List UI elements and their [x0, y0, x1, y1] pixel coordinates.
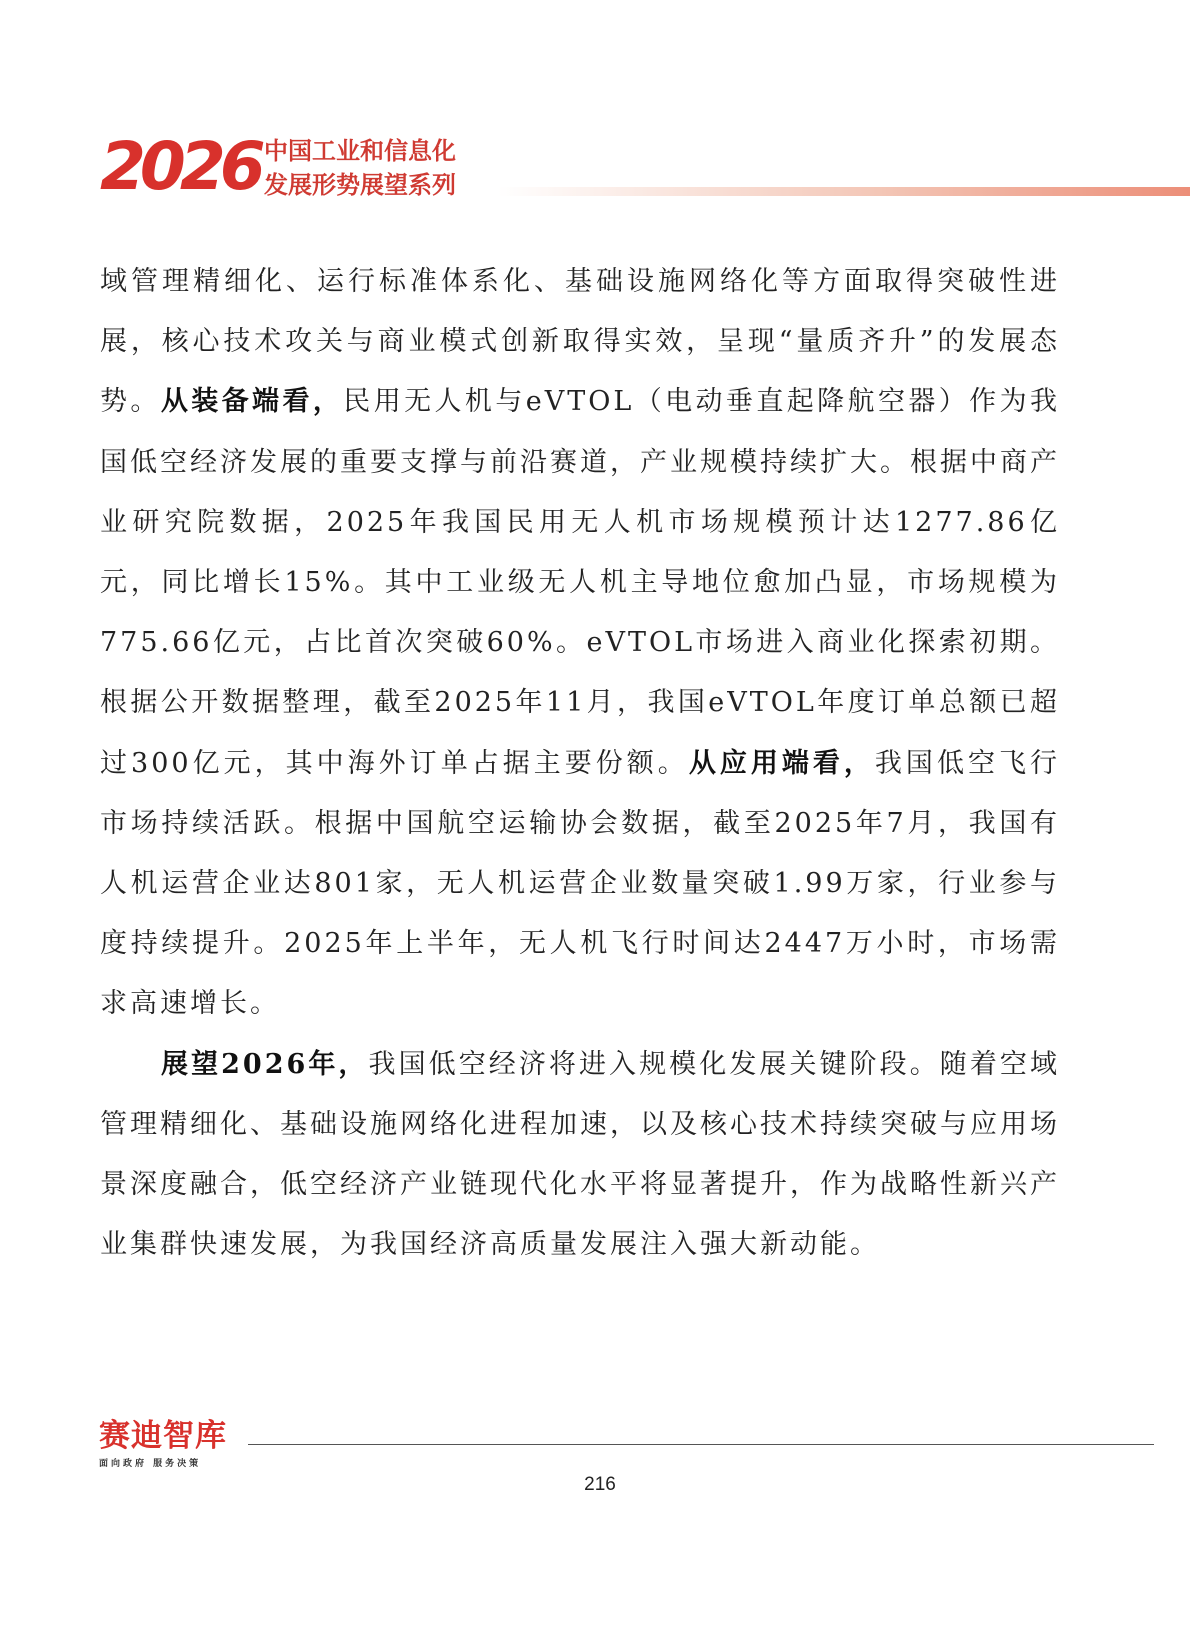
paragraph-2 [100, 1035, 1060, 1276]
p1-bold-application: 从应用端看， [688, 747, 875, 779]
p2-text-b: 我国低空经济将进入规模化发展关键阶段。随着空域管理精细化、基础设施网络化进程加速，以及核心技术持续突破与应用场景深度融合，低空经济产业链现代化水平将显著提升，作为战略性新兴产业集群快速发展，为我国经济高质量发展注入强大新动能。 [100, 1048, 1061, 1261]
p1-text-a: 域管理精细化、运行标准体系化、基础设施网络化等方面取得突破性进展，核心技术攻关与商业模式创新取得实效，呈现“量质齐升”的发展态势。 [100, 266, 1060, 418]
p1-text-c: 民用无人机与eVTOL（电动垂直起降航空器）作为我国低空经济发展的重要支撑与前沿赛道，产业规模持续扩大。根据中商产业研究院数据，2025年我国民用无人机市场规模预计达1277.86亿元，同比增长15%。其中工业级无人机主导地位愈加凸显，市场规模为775.66亿元，占比首次突破60%。eVTOL市场进入商业化探索初期。根据公开数据整理，截至2025年11月，我国eVTOL年度订单总额已超过300亿元，其中海外订单占据主要份额。 [100, 386, 1061, 779]
series-title [264, 134, 456, 202]
page-number: 216 [584, 1474, 616, 1495]
footer-brand-logo: 赛迪智库 [99, 1418, 227, 1454]
series-title-line2: 发展形势展望系列 [264, 171, 456, 199]
year-logo [100, 128, 260, 205]
p1-text-e: 我国低空飞行市场持续活跃。根据中国航空运输协会数据，截至2025年7月，我国有人机运营企业达801家，无人机运营企业数量突破1.99万家，行业参与度持续提升。2025年上半年，无人机飞行时间达2447万小时，市场需求高速增长。 [100, 747, 1060, 1020]
p1-bold-equipment: 从装备端看， [160, 386, 344, 418]
page-header [100, 128, 1190, 205]
footer-divider [248, 1444, 1154, 1445]
p2-bold-outlook: 展望2026年， [161, 1048, 369, 1080]
series-title-line1: 中国工业和信息化 [264, 137, 456, 165]
body-text [100, 252, 1060, 1275]
footer-tagline: 面向政府 服务决策 [99, 1459, 202, 1469]
header-gradient-bar [498, 187, 1190, 196]
paragraph-1 [100, 252, 1060, 1035]
year-logo-text: 2026 [100, 128, 260, 205]
